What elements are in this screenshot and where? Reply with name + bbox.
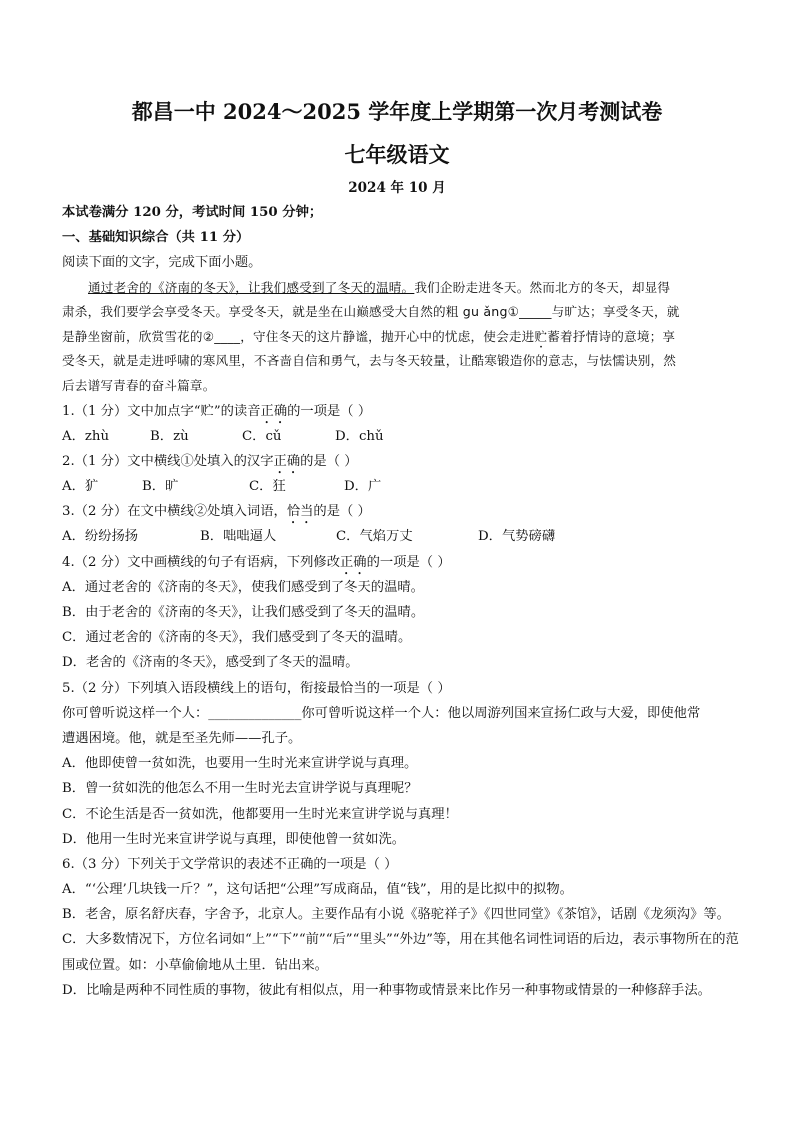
option-c[interactable]: C．通过老舍的《济南的冬天》，我们感受到了冬天的温晴。 xyxy=(62,630,412,646)
option-c[interactable]: C．cǔ xyxy=(242,428,282,444)
option-c[interactable]: C．大多数情况下，方位名词如“上”“下”“前”“后”“里头”“外边”等，用在其他名词性词语的后边，表示事物所在的范围或位置。如：小草偷偷地从土里．钻出来。 xyxy=(62,932,739,973)
question-2: 2.（1 分）文中横线①处填入的汉字正确的是（ ） xyxy=(62,453,358,469)
option-b[interactable]: B．由于老舍的《济南的冬天》，让我们感受到了冬天的温晴。 xyxy=(62,605,425,621)
passage-line: 后去谱写青春的奋斗篇章。 xyxy=(62,377,216,393)
option-c[interactable]: C．不论生活是否一贫如洗，他都要用一生时光来宣讲学说与真理！ xyxy=(62,806,458,822)
option-d[interactable]: D．老舍的《济南的冬天》，感受到了冬天的温晴。 xyxy=(62,655,359,671)
option-d[interactable]: D．比喻是两种不同性质的事物，彼此有相似点，用一种事物或情景来比作另一种事物或情景的一种修辞手法。 xyxy=(62,982,711,998)
section-heading: 一、基础知识综合（共 11 分） xyxy=(62,230,250,246)
option-a[interactable]: A．纷纷扬扬 xyxy=(62,529,139,545)
option-a[interactable]: A．通过老舍的《济南的冬天》，使我们感受到了冬天的温晴。 xyxy=(62,579,424,595)
subject-title: 七年级语文 xyxy=(344,142,450,167)
reading-passage xyxy=(62,276,742,399)
option-b[interactable]: B．咄咄逼人 xyxy=(200,529,277,545)
exam-content xyxy=(62,200,742,1003)
passage-line: 肃杀，我们要学会享受冬天。享受冬天，就是坐在山巅感受大自然的粗 gu ǎng①_____与旷达；享受冬天，就 xyxy=(62,304,680,320)
option-d[interactable]: D．广 xyxy=(344,479,382,495)
option-a[interactable]: A．zhù xyxy=(62,428,110,444)
question-1-options xyxy=(62,424,742,449)
exam-info: 本试卷满分 120 分，考试时间 150 分钟； xyxy=(62,205,323,220)
passage-line: 通过老舍的《济南的冬天》，让我们感受到了冬天的温晴。我们企盼走进冬天。然而北方的冬天，却显得 xyxy=(88,279,671,295)
option-c[interactable]: C．气焰万丈 xyxy=(336,529,413,545)
question-4: 4.（2 分）文中画横线的句子有语病，下列修改正确的一项是（ ） xyxy=(62,554,451,570)
question-5-passage: 你可曾听说这样一个人：______________你可曾听说这样一个人：他以周游列国来宣扬仁政与大爱，即使他常 xyxy=(62,705,701,721)
underlined-sentence: 通过老舍的《济南的冬天》，让我们感受到了冬天的温晴。 xyxy=(88,279,415,295)
option-b[interactable]: B．zù xyxy=(150,428,189,444)
section-instruction: 阅读下面的文字，完成下面小题。 xyxy=(62,255,262,271)
question-1: 1.（1 分）文中加点字“贮”的读音正确的一项是（ ） xyxy=(62,403,372,419)
option-d[interactable]: D．chǔ xyxy=(335,428,384,444)
exam-date: 2024 年 10 月 xyxy=(348,180,446,196)
option-b[interactable]: B．老舍，原名舒庆春，字舍予，北京人。主要作品有小说《骆驼祥子》《四世同堂》《茶馆》，话剧《龙须沟》等。 xyxy=(62,907,730,923)
option-c[interactable]: C．狂 xyxy=(249,479,286,495)
option-b[interactable]: B．旷 xyxy=(142,479,179,495)
question-5: 5.（2 分）下列填入语段横线上的语句，衔接最恰当的一项是（ ） xyxy=(62,680,451,696)
passage-line: 是静坐窗前，欣赏雪花的②____，守住冬天的这片静谧，抛开心中的忧虑，使会走进贮蓄着抒情诗的意境；享 xyxy=(62,328,676,344)
option-a[interactable]: A．他即使曾一贫如洗，也要用一生时光来宣讲学说与真理。 xyxy=(62,756,418,772)
question-3-options xyxy=(62,524,742,549)
passage-line: 受冬天，就是走进呼啸的寒风里，不吝啬自信和勇气，去与冬天较量，让酷寒锻造你的意志，与怯懦诀别，然 xyxy=(62,353,677,369)
option-a[interactable]: A．“‘公理’几块钱一斤？”，这句话把“公理”写成商品，值“钱”，用的是比拟中的拟物。 xyxy=(62,882,573,898)
option-d[interactable]: D．气势磅礴 xyxy=(478,529,556,545)
question-6: 6.（3 分）下列关于文学常识的表述不正确的一项是（ ） xyxy=(62,856,398,872)
exam-title: 都昌一中 2024～2025 学年度上学期第一次月考测试卷 xyxy=(131,99,663,124)
option-b[interactable]: B．曾一贫如洗的他怎么不用一生时光去宣讲学说与真理呢？ xyxy=(62,781,418,797)
option-a[interactable]: A．犷 xyxy=(62,479,99,495)
question-2-options xyxy=(62,474,742,499)
question-5-passage: 遭遇困境。他，就是至圣先师——孔子。 xyxy=(62,730,302,746)
dotted-char: 贮 xyxy=(534,328,548,344)
option-d[interactable]: D．他用一生时光来宣讲学说与真理，即使他曾一贫如洗。 xyxy=(62,831,406,847)
question-3: 3.（2 分）在文中横线②处填入词语，恰当的是（ ） xyxy=(62,504,371,520)
